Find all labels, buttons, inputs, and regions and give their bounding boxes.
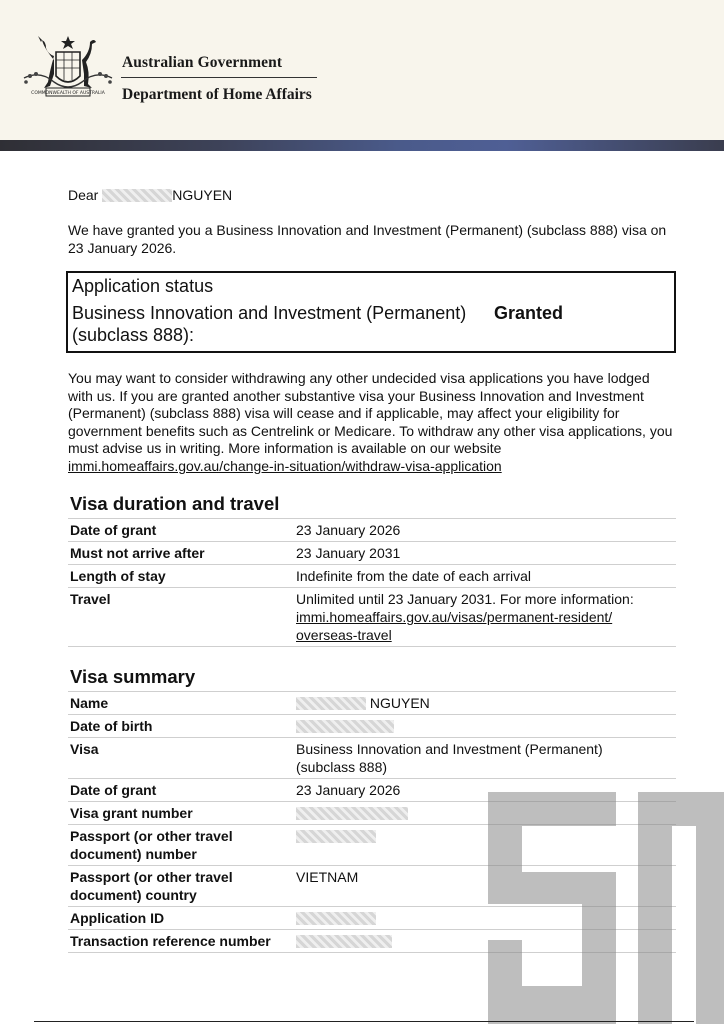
name-value: NGUYEN <box>369 695 430 711</box>
row-label: Date of grant <box>70 522 157 538</box>
row-value <box>294 715 676 737</box>
table-row <box>68 737 676 778</box>
row-value <box>294 692 676 714</box>
summary-title: Visa summary <box>70 666 196 687</box>
status-value: Granted <box>494 303 564 323</box>
row-label: Passport (or other travel document) number <box>70 828 233 862</box>
travel-text: Unlimited until 23 January 2031. For more information: <box>296 591 634 607</box>
row-label: Date of grant <box>70 782 157 798</box>
row-label: Application ID <box>70 910 165 926</box>
withdraw-paragraph <box>68 370 678 476</box>
department-name: Department of Home Affairs <box>122 86 312 103</box>
table-row <box>68 587 676 647</box>
watermark-logo <box>486 790 724 1024</box>
row-value: 23 January 2031 <box>296 545 401 561</box>
table-row <box>68 518 676 541</box>
coat-of-arms-icon <box>20 30 116 106</box>
redacted-value <box>296 912 376 925</box>
row-label: Length of stay <box>70 568 166 584</box>
redacted-value <box>296 720 394 733</box>
status-title: Application status <box>72 276 214 296</box>
header-divider <box>121 77 317 78</box>
redacted-value <box>296 935 392 948</box>
surname: NGUYEN <box>172 187 233 203</box>
row-label: Date of birth <box>70 718 153 734</box>
table-row <box>68 691 676 714</box>
svg-text:COMMONWEALTH OF AUSTRALIA: COMMONWEALTH OF AUSTRALIA <box>31 91 105 96</box>
row-label: Travel <box>70 591 111 607</box>
intro-paragraph: We have granted you a Business Innovation and Investment (Permanent) (subclass 888) visa on 23 January 2026. <box>68 222 667 256</box>
org-title: Australian Government <box>122 54 283 71</box>
row-value: Indefinite from the date of each arrival <box>296 568 532 584</box>
duration-table <box>68 518 676 647</box>
status-visa: Business Innovation and Investment (Permanent) (subclass 888): <box>72 303 467 345</box>
travel-link[interactable]: immi.homeaffairs.gov.au/visas/permanent-resident/ overseas-travel <box>296 609 613 643</box>
row-value: Business Innovation and Investment (Permanent) (subclass 888) <box>296 741 603 775</box>
withdraw-text: You may want to consider withdrawing any other undecided visa applications you have lodged with us. If you are granted another substantive visa your Business Innovation and Investment (Permanent) (subclass 888) visa will cease and if applicable, may affect your eligibility for government benefits such as Centrelink or Medicare. To withdraw any other visa applications, you must advise us in writing. More information is available on our website <box>68 370 673 457</box>
row-label: Passport (or other travel document) country <box>70 869 233 903</box>
row-value: VIETNAM <box>296 869 359 885</box>
header-band <box>0 140 724 151</box>
greeting: Dear <box>68 187 99 203</box>
withdraw-link[interactable]: immi.homeaffairs.gov.au/change-in-situation/withdraw-visa-application <box>68 457 502 474</box>
redacted-value <box>296 830 376 843</box>
row-value <box>294 588 676 646</box>
row-label: Transaction reference number <box>70 933 271 949</box>
row-value: 23 January 2026 <box>296 782 401 798</box>
redacted-given-name <box>102 189 172 202</box>
row-label: Name <box>70 695 109 711</box>
table-row <box>68 541 676 564</box>
row-label: Visa <box>70 741 99 757</box>
bottom-rule <box>34 1021 694 1022</box>
greeting-line <box>68 186 232 204</box>
application-status-box <box>66 271 676 353</box>
letterhead <box>0 0 724 140</box>
row-label: Visa grant number <box>70 805 193 821</box>
row-value: 23 January 2026 <box>296 522 401 538</box>
table-row <box>68 714 676 737</box>
duration-title: Visa duration and travel <box>70 493 280 514</box>
redacted-given-name <box>296 697 366 710</box>
table-row <box>68 564 676 587</box>
redacted-value <box>296 807 408 820</box>
row-label: Must not arrive after <box>70 545 205 561</box>
